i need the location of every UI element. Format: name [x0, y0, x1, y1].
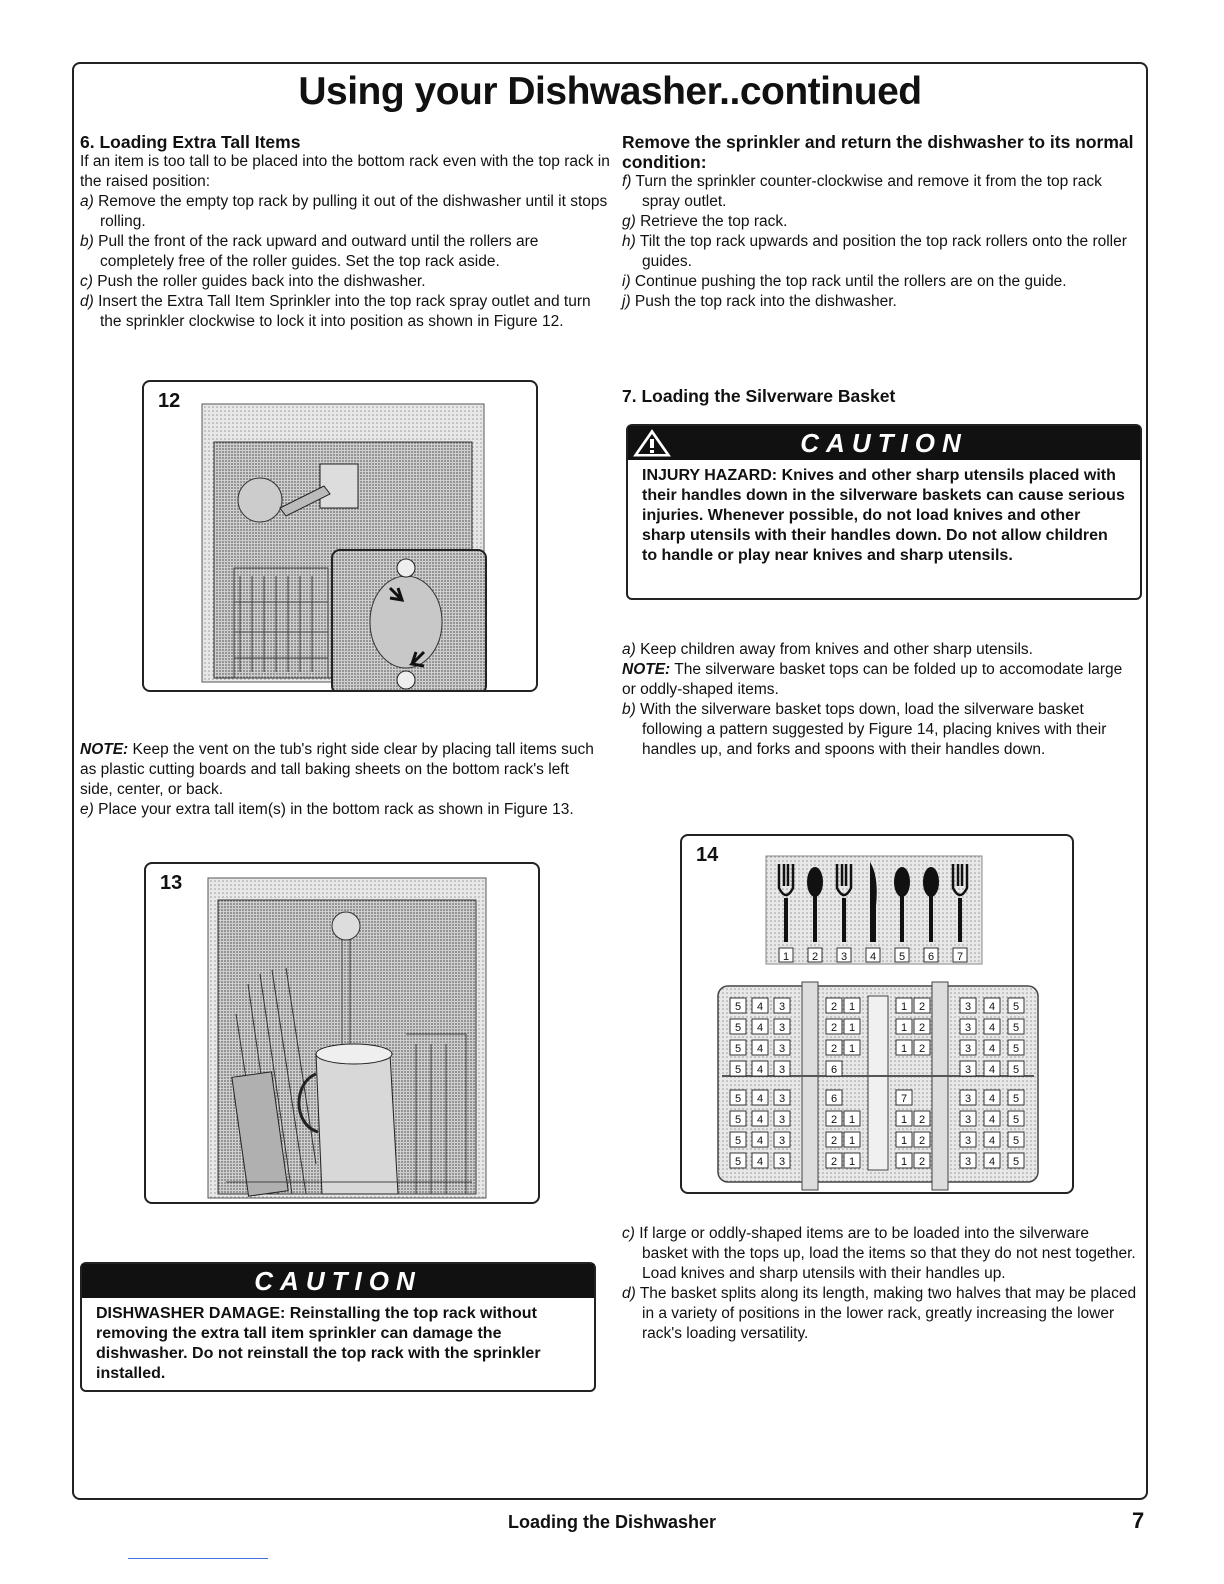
basket-cell-number: 1 [848, 1114, 856, 1126]
note-text: NOTE: Keep the vent on the tub's right side clear by placing tall items such as plastic cutting boards and tall baking sheets on the bottom rack's left side, center, or back. [80, 741, 594, 798]
basket-cell-number: 3 [964, 1114, 972, 1126]
caution-text: DISHWASHER DAMAGE: Reinstalling the top rack without removing the extra tall item sprinkler can damage the dishwasher. Do not reinstall the top rack with the sprinkler installed. [96, 1305, 541, 1382]
step-j: j) Push the top rack into the dishwasher. [622, 293, 897, 310]
basket-cell-number: 3 [964, 1135, 972, 1147]
basket-cell-number: 2 [918, 1156, 926, 1168]
caution-title: CAUTION [82, 1264, 594, 1298]
utensil-number: 2 [811, 951, 819, 963]
basket-cell-number: 4 [988, 1114, 996, 1126]
intro-text: If an item is too tall to be placed into the bottom rack even with the top rack in the raised position: [80, 153, 610, 190]
step-a: a) Keep children away from knives and other sharp utensils. [622, 641, 1033, 658]
caution-box-dishwasher-damage [80, 1262, 596, 1392]
basket-cell-number: 1 [848, 1022, 856, 1034]
figure-number: 14 [696, 844, 719, 866]
step-i: i) Continue pushing the top rack until the rollers are on the guide. [622, 273, 1067, 290]
section-heading: 6. Loading Extra Tall Items [80, 132, 301, 152]
basket-cell-number: 4 [756, 1135, 764, 1147]
basket-cell-number: 4 [988, 1093, 996, 1105]
caution-title: CAUTION [800, 428, 968, 458]
utensil-number: 1 [782, 951, 790, 963]
step-b: b) With the silverware basket tops down, load the silverware basket following a pattern suggested by Figure 14, placing knives with their handles up, and forks and spoons with their handles down. [622, 701, 1107, 758]
basket-cell-number: 4 [756, 1156, 764, 1168]
basket-cell-number: 3 [964, 1043, 972, 1055]
utensil-number: 6 [927, 951, 935, 963]
basket-cell-number: 1 [900, 1156, 908, 1168]
basket-cell-number: 5 [1012, 1114, 1020, 1126]
basket-cell-number: 2 [830, 1156, 838, 1168]
basket-cell-number: 4 [756, 1093, 764, 1105]
basket-cell-number: 5 [1012, 1022, 1020, 1034]
step-h: h) Tilt the top rack upwards and position the top rack rollers onto the roller guides. [622, 233, 1127, 270]
warning-triangle-icon [632, 428, 672, 458]
step-b: b) Pull the front of the rack upward and outward until the rollers are completely free of the roller guides. Set the top rack aside. [80, 233, 539, 270]
basket-cell-number: 5 [734, 1043, 742, 1055]
silverware-steps [622, 640, 1138, 760]
basket-cell-number: 7 [900, 1093, 908, 1105]
note-text: NOTE: The silverware basket tops can be folded up to accomodate large or oddly-shaped items. [622, 661, 1123, 698]
basket-cell-number: 4 [988, 1135, 996, 1147]
basket-cell-number: 4 [988, 1156, 996, 1168]
basket-cell-number: 4 [756, 1114, 764, 1126]
basket-cell-number: 1 [848, 1001, 856, 1013]
basket-cell-number: 1 [900, 1114, 908, 1126]
basket-cell-number: 2 [918, 1022, 926, 1034]
basket-cell-number: 3 [778, 1135, 786, 1147]
utensil-number: 7 [956, 951, 964, 963]
basket-cell-number: 3 [778, 1156, 786, 1168]
basket-cell-number: 5 [734, 1064, 742, 1076]
basket-cell-number: 4 [988, 1043, 996, 1055]
caution-text: INJURY HAZARD: Knives and other sharp utensils placed with their handles down in the silverware baskets can cause serious injuries. Whenever possible, do not load knives and other sharp utensils with their handles down. Do not allow children to handle or play near knives and sharp utensils. [642, 467, 1125, 564]
utensil-number: 4 [869, 951, 877, 963]
basket-cell-number: 6 [830, 1093, 838, 1105]
step-d: d) Insert the Extra Tall Item Sprinkler into the top rack spray outlet and turn the sprinkler clockwise to lock it into position as shown in Figure 12. [80, 293, 591, 330]
page-number: 7 [1132, 1508, 1145, 1533]
section-silverware [622, 386, 1138, 406]
section-heading: Remove the sprinkler and return the dishwasher to its normal condition: [622, 132, 1134, 172]
basket-cell-number: 5 [1012, 1043, 1020, 1055]
utensil-number: 3 [840, 951, 848, 963]
step-d: d) The basket splits along its length, making two halves that may be placed in a variety of positions in the lower rack, greatly increasing the lower rack's loading versatility. [622, 1285, 1137, 1342]
basket-handle-right [932, 982, 948, 1190]
footer-link-line [128, 1558, 268, 1559]
basket-cell-number: 5 [734, 1022, 742, 1034]
basket-cell-number: 2 [830, 1001, 838, 1013]
basket-cell-number: 4 [988, 1001, 996, 1013]
caution-header [628, 426, 1140, 460]
figure-number: 13 [160, 872, 183, 894]
figure-14 [680, 834, 1074, 1194]
basket-cell-number: 2 [830, 1022, 838, 1034]
basket-cell-number: 5 [734, 1156, 742, 1168]
basket-cell-number: 5 [1012, 1001, 1020, 1013]
basket-cell-number: 3 [778, 1114, 786, 1126]
page-title: Using your Dishwasher..continued [298, 70, 922, 113]
basket-cell-number: 4 [756, 1043, 764, 1055]
step-g: g) Retrieve the top rack. [622, 213, 788, 230]
step-f: f) Turn the sprinkler counter-clockwise and remove it from the top rack spray outlet. [622, 173, 1102, 210]
basket-cell-number: 2 [830, 1135, 838, 1147]
basket-cell-number: 2 [830, 1114, 838, 1126]
figure-number: 12 [158, 390, 181, 412]
step-c: c) If large or oddly-shaped items are to be loaded into the silverware basket with the tops up, load the items so that they do not nest together. Load knives and sharp utensils with their handles up. [622, 1225, 1136, 1282]
basket-grid [718, 982, 1038, 1190]
dishwasher-tall-items-illustration [146, 864, 538, 1202]
caution-box-injury-hazard [626, 424, 1142, 600]
basket-cell-number: 1 [848, 1043, 856, 1055]
silverware-steps-2 [622, 1224, 1138, 1344]
basket-center-divider [868, 996, 888, 1170]
basket-cell-number: 6 [830, 1064, 838, 1076]
section-heading-silverware: 7. Loading the Silverware Basket [622, 386, 896, 406]
basket-cell-number: 2 [918, 1114, 926, 1126]
basket-cell-number: 2 [918, 1001, 926, 1013]
basket-cell-number: 5 [734, 1114, 742, 1126]
basket-cell-number: 5 [734, 1135, 742, 1147]
basket-cell-number: 3 [964, 1064, 972, 1076]
basket-cell-number: 4 [756, 1064, 764, 1076]
figure-13 [144, 862, 540, 1204]
basket-cell-number: 3 [964, 1022, 972, 1034]
basket-cell-number: 4 [756, 1022, 764, 1034]
basket-cell-number: 5 [1012, 1156, 1020, 1168]
basket-cell-number: 1 [848, 1156, 856, 1168]
basket-cell-number: 4 [988, 1064, 996, 1076]
basket-cell-number: 3 [778, 1001, 786, 1013]
basket-cell-number: 2 [918, 1043, 926, 1055]
step-e: e) Place your extra tall item(s) in the bottom rack as shown in Figure 13. [80, 801, 574, 818]
section-remove-sprinkler [622, 132, 1138, 312]
utensil-number: 5 [898, 951, 906, 963]
footer-section-title: Loading the Dishwasher [507, 1512, 717, 1532]
basket-cell-number: 3 [964, 1156, 972, 1168]
basket-cell-number: 1 [900, 1043, 908, 1055]
basket-cell-number: 1 [900, 1001, 908, 1013]
basket-cell-number: 5 [734, 1093, 742, 1105]
dishwasher-sprinkler-illustration [144, 382, 536, 690]
basket-cell-number: 3 [778, 1043, 786, 1055]
basket-cell-number: 5 [1012, 1093, 1020, 1105]
basket-cell-number: 1 [848, 1135, 856, 1147]
basket-cell-number: 3 [778, 1022, 786, 1034]
basket-cell-number: 2 [830, 1043, 838, 1055]
step-c: c) Push the roller guides back into the dishwasher. [80, 273, 426, 290]
basket-cell-number: 3 [964, 1001, 972, 1013]
figure-12 [142, 380, 538, 692]
silverware-basket-diagram [682, 836, 1072, 1192]
basket-cell-number: 4 [756, 1001, 764, 1013]
basket-cell-number: 3 [964, 1093, 972, 1105]
basket-cell-number: 1 [900, 1022, 908, 1034]
basket-handle-left [802, 982, 818, 1190]
basket-cell-number: 5 [1012, 1135, 1020, 1147]
basket-cell-number: 5 [734, 1001, 742, 1013]
basket-cell-number: 2 [918, 1135, 926, 1147]
basket-cell-number: 3 [778, 1064, 786, 1076]
basket-cell-number: 1 [900, 1135, 908, 1147]
step-a: a) Remove the empty top rack by pulling it out of the dishwasher until it stops rolling. [80, 193, 608, 230]
section-extra-tall-items [80, 132, 610, 332]
basket-cell-number: 3 [778, 1093, 786, 1105]
note-block [80, 740, 600, 820]
basket-cell-number: 5 [1012, 1064, 1020, 1076]
basket-cell-number: 4 [988, 1022, 996, 1034]
